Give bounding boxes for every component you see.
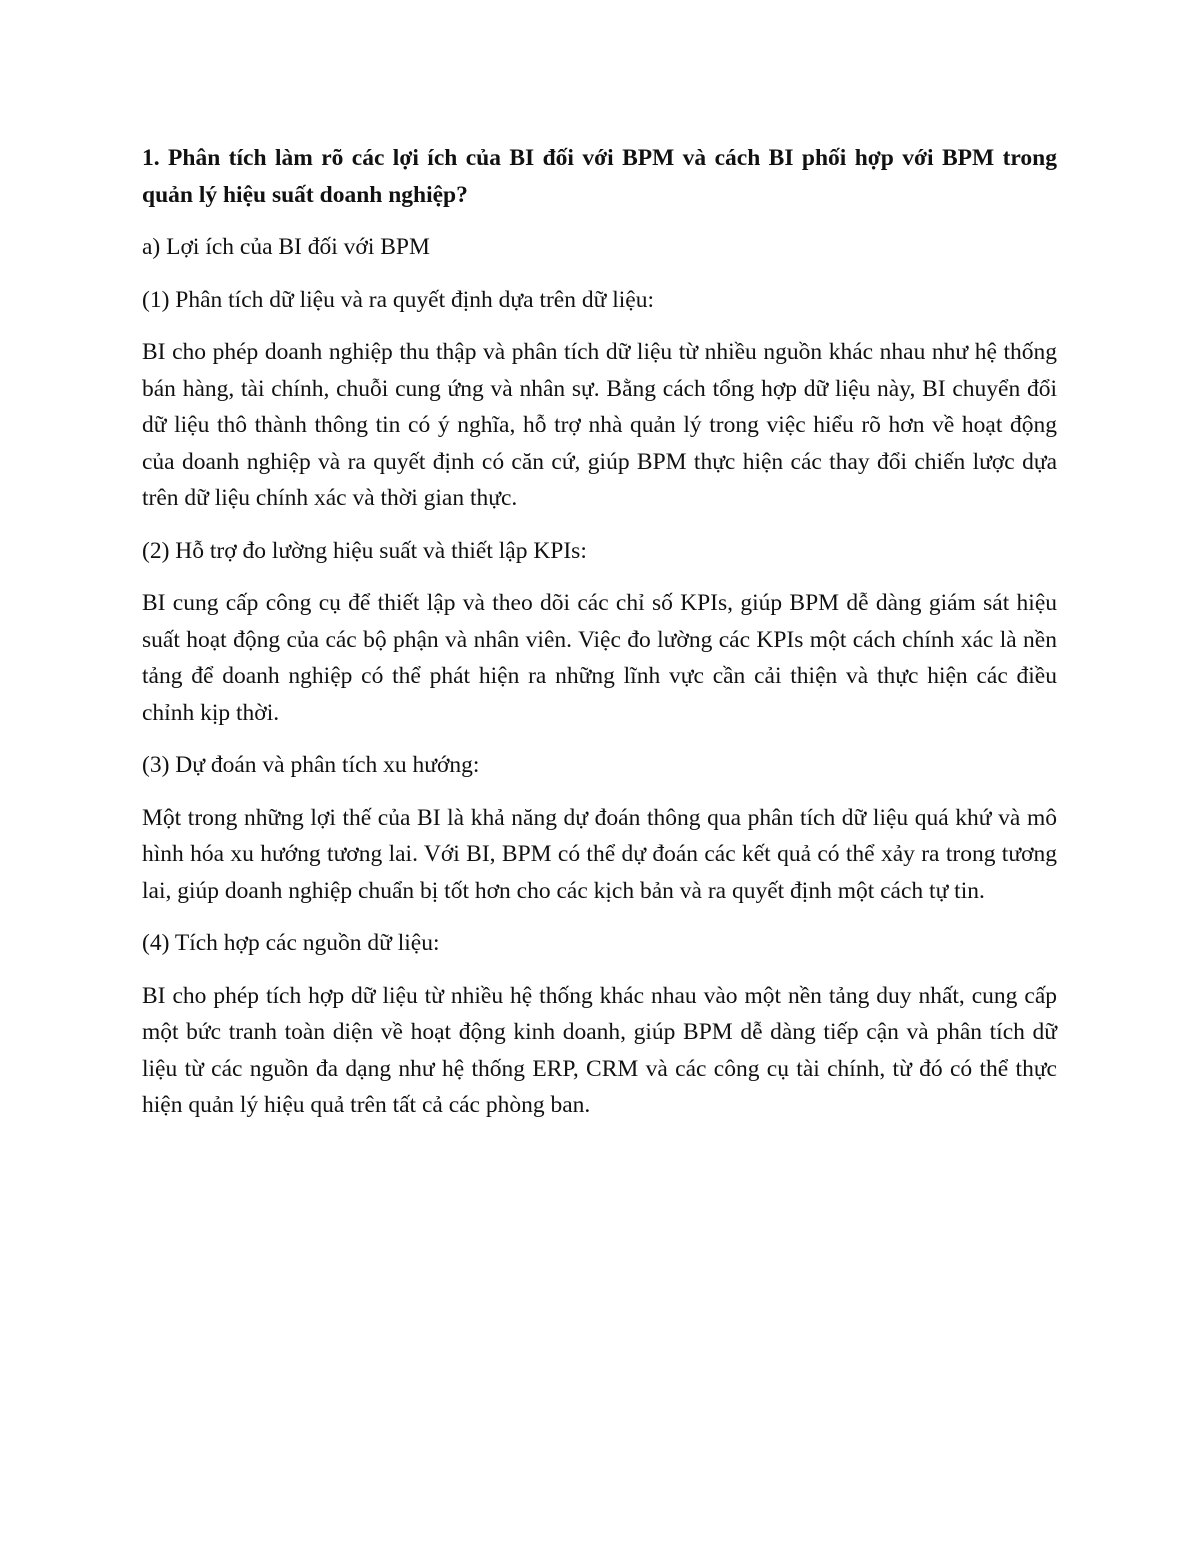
item-2-body: BI cung cấp công cụ để thiết lập và theo dõi các chỉ số KPIs, giúp BPM dễ dàng giám sát hiệu suất hoạt động của các bộ phận và nhân viên. Việc đo lường các KPIs một cách chính xác là nền tảng để doanh nghiệp có thể phát hiện ra những lĩnh vực cần cải thiện và thực hiện các điều chỉnh kịp thời.	[142, 590, 1057, 726]
item-1-body: BI cho phép doanh nghiệp thu thập và phân tích dữ liệu từ nhiều nguồn khác nhau như hệ thống bán hàng, tài chính, chuỗi cung ứng và nhân sự. Bằng cách tổng hợp dữ liệu này, BI chuyển đổi dữ liệu thô thành thông tin có ý nghĩa, hỗ trợ nhà quản lý trong việc hiểu rõ hơn về hoạt động của doanh nghiệp và ra quyết định có căn cứ, giúp BPM thực hiện các thay đổi chiến lược dựa trên dữ liệu chính xác và thời gian thực.	[142, 339, 1057, 511]
item-4-title: (4) Tích hợp các nguồn dữ liệu:	[142, 930, 440, 956]
document-page	[142, 140, 1057, 1140]
section-a-title: a) Lợi ích của BI đối với BPM	[142, 234, 430, 260]
item-3-body: Một trong những lợi thế của BI là khả năng dự đoán thông qua phân tích dữ liệu quá khứ và mô hình hóa xu hướng tương lai. Với BI, BPM có thể dự đoán các kết quả có thể xảy ra trong tương lai, giúp doanh nghiệp chuẩn bị tốt hơn cho các kịch bản và ra quyết định một cách tự tin.	[142, 804, 1057, 904]
item-4-body: BI cho phép tích hợp dữ liệu từ nhiều hệ thống khác nhau vào một nền tảng duy nhất, cung cấp một bức tranh toàn diện về hoạt động kinh doanh, giúp BPM dễ dàng tiếp cận và phân tích dữ liệu từ các nguồn đa dạng như hệ thống ERP, CRM và các công cụ tài chính, từ đó có thể thực hiện quản lý hiệu quả trên tất cả các phòng ban.	[142, 982, 1057, 1118]
item-2-title: (2) Hỗ trợ đo lường hiệu suất và thiết lập KPIs:	[142, 537, 587, 564]
question-heading: 1. Phân tích làm rõ các lợi ích của BI đối với BPM và cách BI phối hợp với BPM trong quản lý hiệu suất doanh nghiệp?	[142, 145, 1057, 208]
item-3-title: (3) Dự đoán và phân tích xu hướng:	[142, 752, 480, 778]
item-1-title: (1) Phân tích dữ liệu và ra quyết định dựa trên dữ liệu:	[142, 286, 654, 313]
